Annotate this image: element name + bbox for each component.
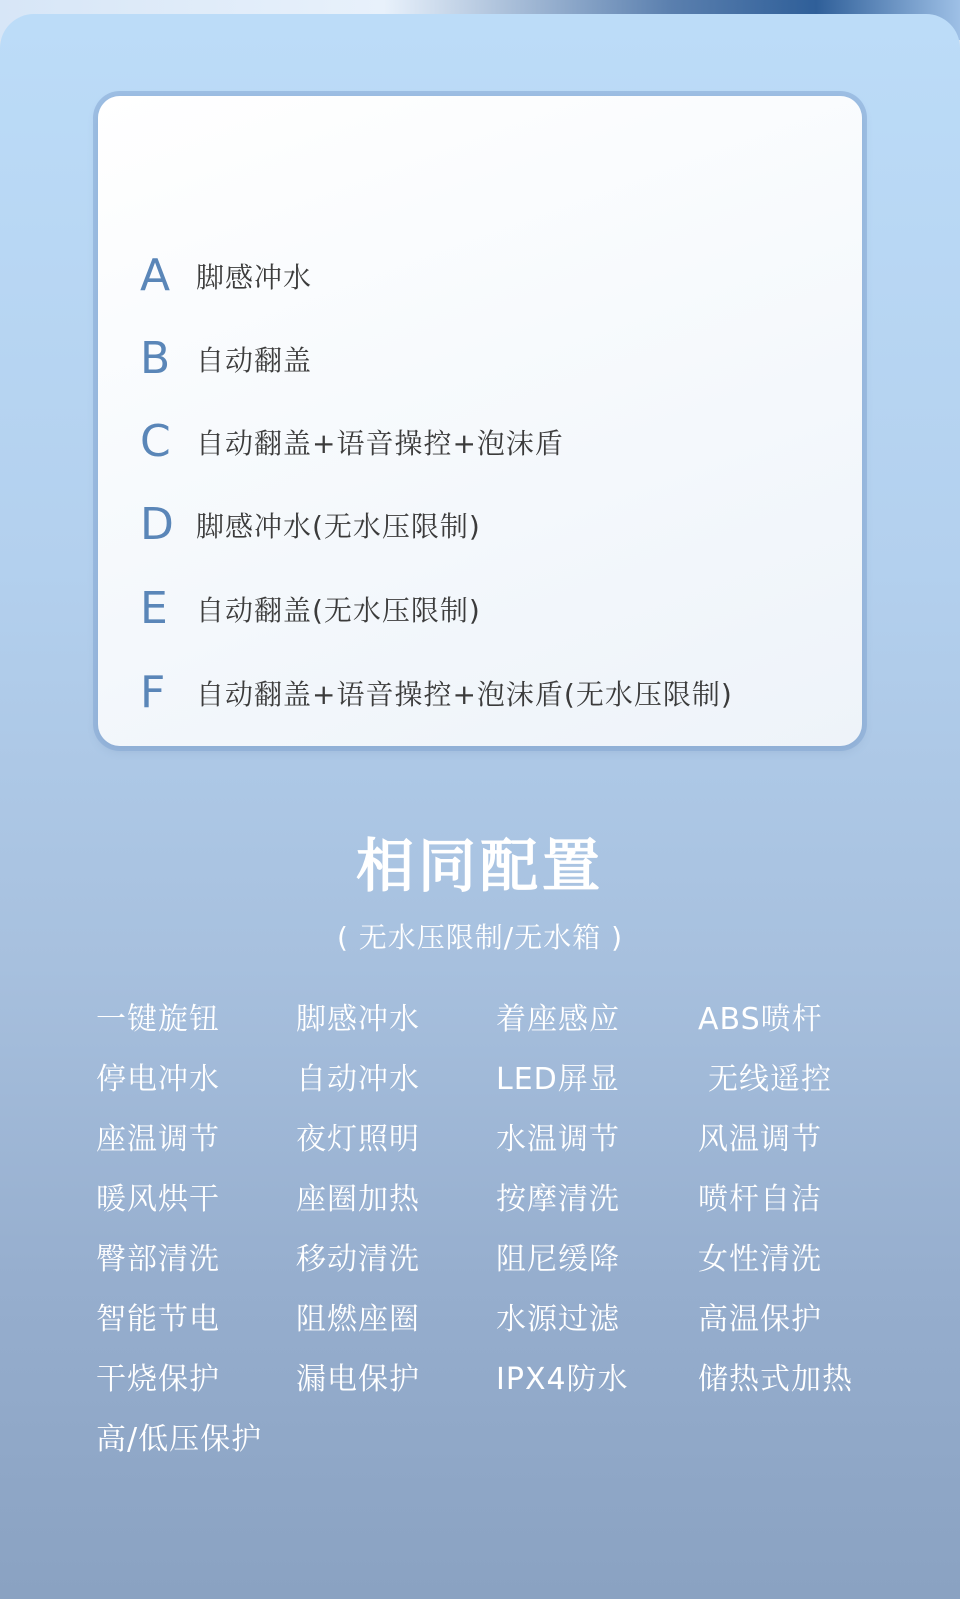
feature-item: 漏电保护 <box>296 1362 420 1397</box>
option-e <box>140 579 481 639</box>
option-b <box>140 329 312 389</box>
feature-item: 高/低压保护 <box>96 1422 263 1457</box>
feature-item: 移动清洗 <box>296 1242 420 1277</box>
option-f <box>140 663 733 723</box>
option-letter: F <box>140 667 166 718</box>
option-text: 自动翻盖 <box>196 344 313 377</box>
option-text: 自动翻盖+语音操控+泡沫盾(无水压限制) <box>196 678 733 711</box>
feature-item: 水源过滤 <box>496 1302 620 1337</box>
feature-item: LED屏显 <box>496 1062 620 1097</box>
option-text: 脚感冲水 <box>196 261 313 294</box>
section-title: 相同配置 <box>355 832 604 900</box>
feature-item: 着座感应 <box>496 1002 620 1037</box>
option-c <box>140 412 564 472</box>
feature-item: 按摩清洗 <box>496 1182 620 1217</box>
feature-item: 阻尼缓降 <box>496 1242 620 1277</box>
option-letter: C <box>140 416 171 467</box>
feature-item: 脚感冲水 <box>296 1002 420 1037</box>
feature-item: 阻燃座圈 <box>296 1302 420 1337</box>
option-letter: B <box>140 333 171 384</box>
feature-item: 喷杆自洁 <box>698 1182 822 1217</box>
option-text: 自动翻盖+语音操控+泡沫盾 <box>196 427 564 460</box>
option-text: 脚感冲水(无水压限制) <box>196 510 481 543</box>
feature-item: ABS喷杆 <box>698 1002 823 1037</box>
feature-item: 夜灯照明 <box>296 1122 420 1157</box>
option-letter: E <box>140 583 168 634</box>
feature-item: 停电冲水 <box>96 1062 220 1097</box>
feature-item: 臀部清洗 <box>96 1242 220 1277</box>
feature-item: 暖风烘干 <box>96 1182 220 1217</box>
feature-item: IPX4防水 <box>496 1362 629 1397</box>
feature-item: 水温调节 <box>496 1122 620 1157</box>
option-text: 自动翻盖(无水压限制) <box>196 594 481 627</box>
content-panel <box>0 14 960 1599</box>
feature-item: 干烧保护 <box>96 1362 220 1397</box>
option-letter: A <box>140 250 171 301</box>
feature-item: 无线遥控 <box>708 1062 832 1097</box>
option-letter: D <box>140 499 174 550</box>
options-card <box>98 96 862 746</box>
feature-item: 座温调节 <box>96 1122 220 1157</box>
feature-item: 女性清洗 <box>698 1242 822 1277</box>
feature-item: 自动冲水 <box>296 1062 420 1097</box>
feature-item: 一键旋钮 <box>96 1002 220 1037</box>
option-a <box>140 246 312 306</box>
feature-item: 座圈加热 <box>296 1182 420 1217</box>
feature-item: 风温调节 <box>698 1122 822 1157</box>
option-d <box>140 495 481 555</box>
feature-item: 智能节电 <box>96 1302 220 1337</box>
section-subtitle: ( 无水压限制/无水箱 ) <box>336 921 624 954</box>
feature-item: 高温保护 <box>698 1302 822 1337</box>
feature-item: 储热式加热 <box>698 1362 853 1397</box>
